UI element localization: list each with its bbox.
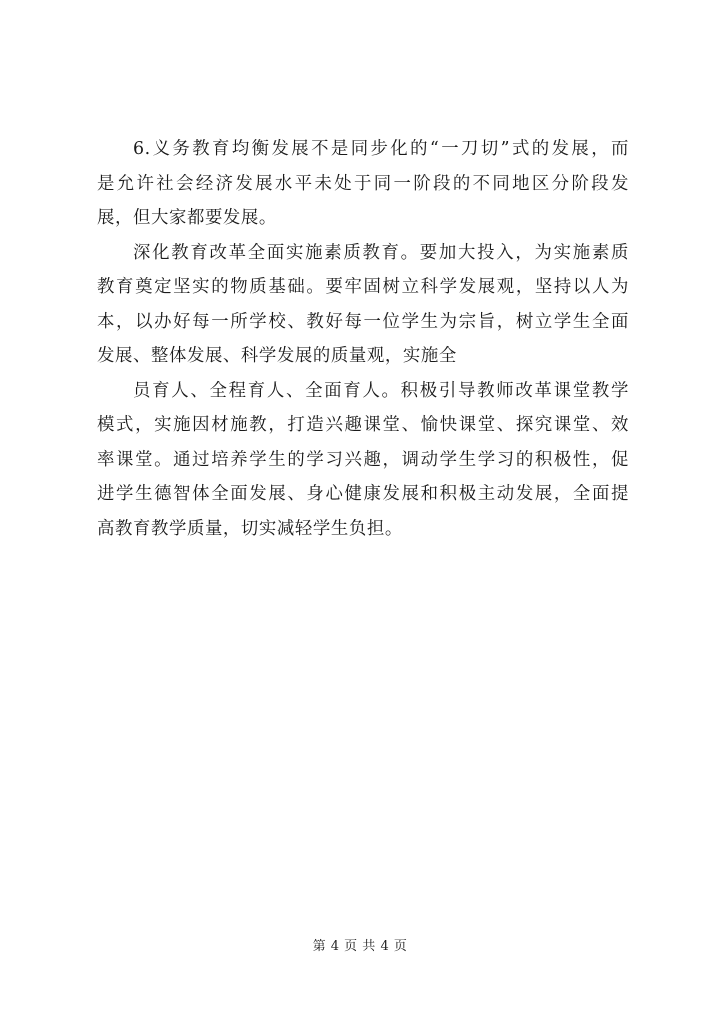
text-line: 展，但大家都要发展。 [97, 208, 277, 228]
text-line: 进学生德智体全面发展、身心健康发展和积极主动发展，全面提 [97, 484, 629, 504]
text-line: 6.义务教育均衡发展不是同步化的“一刀切”式的发展，而 [133, 139, 629, 159]
page-number-footer: 第 4 页 共 4 页 [312, 939, 408, 954]
text-line: 高教育教学质量，切实减轻学生负担。 [97, 518, 403, 539]
paragraph-3 [97, 374, 629, 547]
text-line: 发展、整体发展、科学发展的质量观，实施全 [97, 346, 457, 366]
text-line: 模式，实施因材施教，打造兴趣课堂、愉快课堂、探究课堂、效 [97, 415, 629, 435]
paragraph-1 [97, 132, 629, 236]
text-line: 员育人、全程育人、全面育人。积极引导教师改革课堂教学 [133, 380, 629, 401]
document-body [97, 132, 629, 546]
text-line: 教育奠定坚实的物质基础。要牢固树立科学发展观，坚持以人为 [97, 277, 629, 297]
text-line: 本，以办好每一所学校、教好每一位学生为宗旨，树立学生全面 [97, 311, 629, 332]
text-line: 率课堂。通过培养学生的学习兴趣，调动学生学习的积极性，促 [97, 449, 629, 470]
paragraph-2 [97, 236, 629, 374]
text-line: 是允许社会经济发展水平未处于同一阶段的不同地区分阶段发 [97, 173, 629, 194]
text-line: 深化教育改革全面实施素质教育。要加大投入，为实施素质 [133, 242, 629, 263]
